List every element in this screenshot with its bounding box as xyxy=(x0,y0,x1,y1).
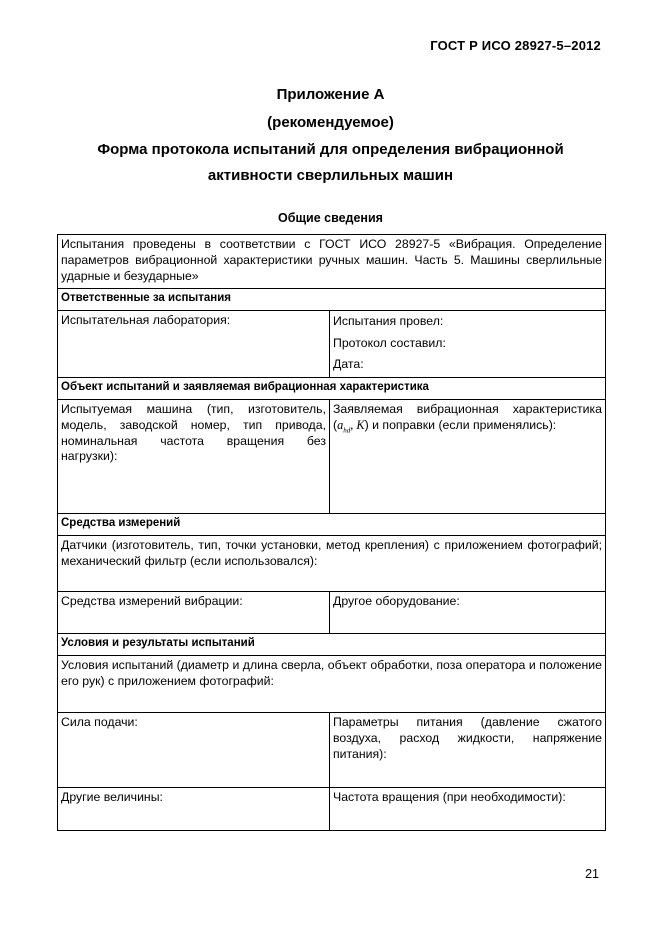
object-header-row xyxy=(58,378,606,400)
conditions-header: Условия и результаты испытаний xyxy=(58,634,606,656)
intro-row xyxy=(58,235,606,289)
vibration-instruments-label: Средства измерений вибрации: xyxy=(61,594,243,608)
sensors-cell xyxy=(58,536,606,592)
feed-force-label: Сила подачи: xyxy=(61,715,138,729)
test-conditions-row xyxy=(58,656,606,713)
protocol-form-table xyxy=(57,234,606,831)
intro-text: Испытания проведены в соответствии с ГОСТ ИСО 28927-5 «Вибрация. Определение параметров вибрационной характеристики ручных машин. Часть 5. Машины сверлильные ударные и безударные» xyxy=(61,237,602,283)
object-header: Объект испытаний и заявляемая вибрационная характеристика xyxy=(58,378,606,400)
intro-cell xyxy=(58,235,606,289)
report-by-label: Протокол составил: xyxy=(333,335,446,350)
sensors-label: Датчики (изготовитель, тип, точки установки, метод крепления) с приложением фотографий; механический фильтр (если использовался): xyxy=(61,538,602,568)
instruments-row xyxy=(58,592,606,634)
form-title-line1: Форма протокола испытаний для определения вибрационной xyxy=(97,141,564,158)
feed-force-cell xyxy=(58,713,330,788)
other-values-cell xyxy=(58,788,330,831)
other-equipment-cell xyxy=(330,592,606,634)
annex-title: Приложение А xyxy=(276,86,385,103)
instruments-header-row xyxy=(58,514,606,536)
sensors-row xyxy=(58,536,606,592)
conditions-header-row xyxy=(58,634,606,656)
standard-number: ГОСТ Р ИСО 28927-5–2012 xyxy=(430,38,601,53)
machine-cell xyxy=(58,400,330,514)
power-label: Параметры питания (давление сжатого воздуха, расход жидкости, напряжение питания): xyxy=(333,715,602,761)
responsible-header: Ответственные за испытания xyxy=(58,289,606,311)
annex-status: (рекомендуемое) xyxy=(267,114,394,131)
power-cell xyxy=(330,713,606,788)
declared-cell xyxy=(330,400,606,514)
other-values-label: Другие величины: xyxy=(61,790,163,804)
vibration-instruments-cell xyxy=(58,592,330,634)
form-title-line2: активности сверлильных машин xyxy=(207,167,454,184)
test-conditions-label: Условия испытаний (диаметр и длина сверла, объект обработки, поза оператора и положение его рук) с приложением фотографий: xyxy=(61,658,602,688)
declared-label: Заявляемая вибрационная характеристика ($a_{hd}$, K) и поправки (если применялись): xyxy=(333,402,602,435)
test-conditions-cell xyxy=(58,656,606,713)
tested-by-label: Испытания провел: xyxy=(333,314,444,328)
responsible-header-row xyxy=(58,289,606,311)
speed-label: Частота вращения (при необходимости): xyxy=(333,790,566,804)
instruments-header: Средства измерений xyxy=(58,514,606,536)
object-row xyxy=(58,400,606,514)
responsible-row xyxy=(58,311,606,378)
speed-cell xyxy=(330,788,606,831)
responsible-right-cell xyxy=(330,311,606,378)
page-number: 21 xyxy=(585,867,599,881)
machine-label: Испытуемая машина (тип, изготовитель, модель, заводской номер, тип привода, номинальная частота вращения без нагрузки): xyxy=(61,402,326,464)
date-label: Дата: xyxy=(333,357,364,372)
other-values-row xyxy=(58,788,606,831)
feed-power-row xyxy=(58,713,606,788)
declared-symbol: $a_{hd}$, K xyxy=(337,417,365,435)
lab-cell xyxy=(58,311,330,378)
other-equipment-label: Другое оборудование: xyxy=(333,594,460,608)
lab-label: Испытательная лаборатория: xyxy=(61,313,231,327)
section-general-heading: Общие сведения xyxy=(278,211,383,225)
